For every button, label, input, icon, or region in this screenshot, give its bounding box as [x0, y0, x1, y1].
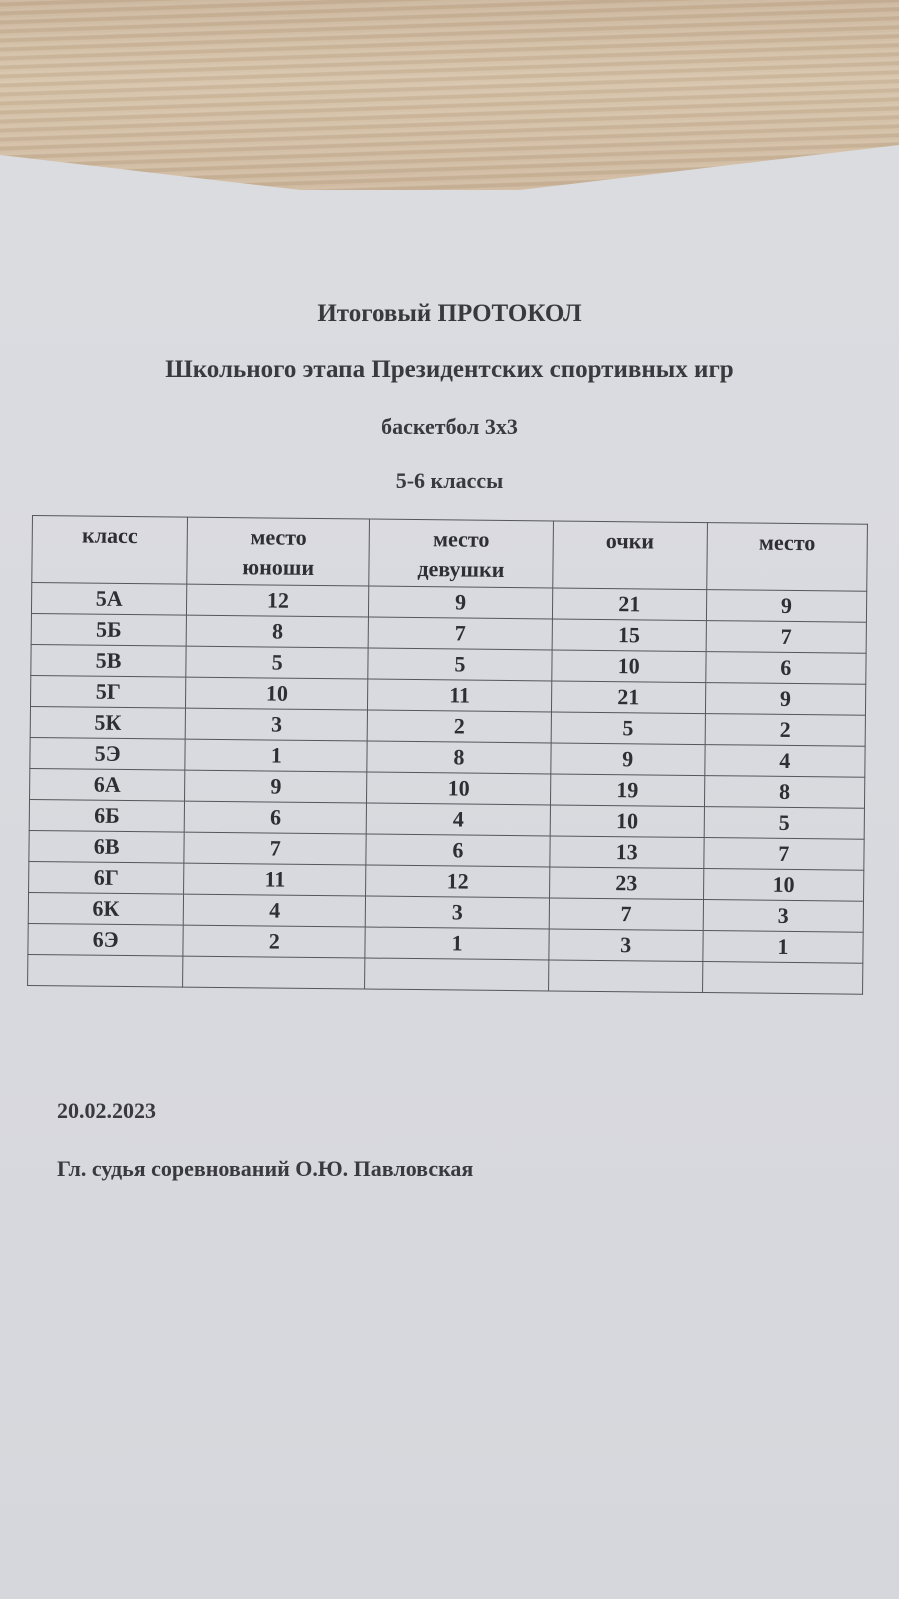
cell-class: 6Э: [28, 923, 184, 956]
cell-boys-place: 6: [184, 801, 366, 834]
table-header-row: [32, 516, 868, 592]
cell-class: 5Э: [30, 737, 186, 770]
cell-boys-place: 2: [183, 925, 365, 958]
cell-points: 21: [551, 681, 705, 714]
cell-class: 6Г: [29, 861, 185, 894]
cell-points: [548, 960, 702, 993]
cell-overall-place: 4: [705, 745, 866, 778]
cell-overall-place: 6: [706, 652, 867, 685]
cell-points: 7: [549, 898, 703, 931]
cell-class: 5Г: [30, 675, 186, 708]
cell-girls-place: 10: [367, 772, 551, 805]
column-header-points: очки: [552, 521, 707, 590]
cell-girls-place: 1: [365, 927, 549, 960]
cell-girls-place: 8: [367, 741, 551, 774]
cell-class: 6Б: [29, 799, 185, 832]
cell-overall-place: 5: [704, 807, 865, 840]
cell-points: 23: [549, 867, 703, 900]
cell-boys-place: 9: [185, 770, 367, 803]
cell-overall-place: 9: [706, 590, 867, 623]
cell-class: 6В: [29, 830, 185, 863]
sport-name: баскетбол 3х3: [381, 414, 518, 439]
cell-boys-place: 8: [186, 615, 368, 648]
table-body: [28, 583, 867, 995]
cell-points: 19: [550, 774, 704, 807]
column-header-overall-place: место: [707, 523, 868, 592]
cell-points: 21: [552, 588, 706, 621]
cell-overall-place: 7: [704, 838, 865, 871]
cell-points: 10: [551, 650, 705, 683]
cell-overall-place: 2: [705, 714, 866, 747]
cell-overall-place: 9: [705, 683, 866, 716]
cell-boys-place: 11: [184, 863, 366, 896]
cell-class: [28, 954, 184, 987]
column-header-boys-place: место юноши: [187, 517, 370, 586]
cell-girls-place: 12: [366, 865, 550, 898]
cell-girls-place: 7: [368, 617, 552, 650]
cell-points: 15: [552, 619, 706, 652]
cell-overall-place: [702, 962, 863, 995]
cell-overall-place: 8: [704, 776, 865, 809]
cell-class: 6К: [28, 892, 184, 925]
cell-overall-place: 7: [706, 621, 867, 654]
grade-range: 5-6 классы: [395, 468, 504, 493]
column-header-class: класс: [32, 516, 188, 585]
cell-class: 6А: [30, 768, 186, 801]
cell-points: 3: [548, 929, 702, 962]
cell-girls-place: 3: [366, 896, 550, 929]
cell-boys-place: 5: [186, 646, 368, 679]
protocol-subtitle: Школьного этапа Президентских спортивных игр: [165, 356, 734, 383]
cell-points: 10: [550, 805, 704, 838]
cell-points: 9: [550, 743, 704, 776]
cell-overall-place: 10: [703, 869, 864, 902]
cell-boys-place: 10: [186, 677, 368, 710]
cell-girls-place: 4: [367, 803, 551, 836]
cell-class: 5А: [31, 583, 187, 616]
cell-girls-place: 6: [366, 834, 550, 867]
cell-girls-place: 9: [369, 586, 553, 619]
cell-boys-place: [183, 956, 365, 989]
cell-class: 5К: [30, 706, 186, 739]
cell-overall-place: 3: [703, 900, 864, 933]
cell-overall-place: 1: [703, 931, 864, 964]
protocol-date: 20.02.2023: [57, 1098, 156, 1123]
chief-judge-signature-line: Гл. судья соревнований О.Ю. Павловская: [57, 1156, 474, 1181]
results-table: [27, 515, 868, 995]
cell-girls-place: 5: [368, 648, 552, 681]
cell-boys-place: 12: [187, 584, 369, 617]
cell-boys-place: 3: [185, 708, 367, 741]
column-header-girls-place: место девушки: [369, 519, 553, 588]
cell-girls-place: 2: [368, 710, 552, 743]
cell-class: 5В: [31, 644, 187, 677]
cell-boys-place: 4: [183, 894, 365, 927]
cell-class: 5Б: [31, 613, 187, 646]
protocol-title: Итоговый ПРОТОКОЛ: [317, 300, 582, 327]
cell-boys-place: 7: [184, 832, 366, 865]
cell-points: 5: [551, 712, 705, 745]
cell-points: 13: [549, 836, 703, 869]
cell-boys-place: 1: [185, 739, 367, 772]
cell-girls-place: [365, 958, 549, 991]
cell-girls-place: 11: [368, 679, 552, 712]
